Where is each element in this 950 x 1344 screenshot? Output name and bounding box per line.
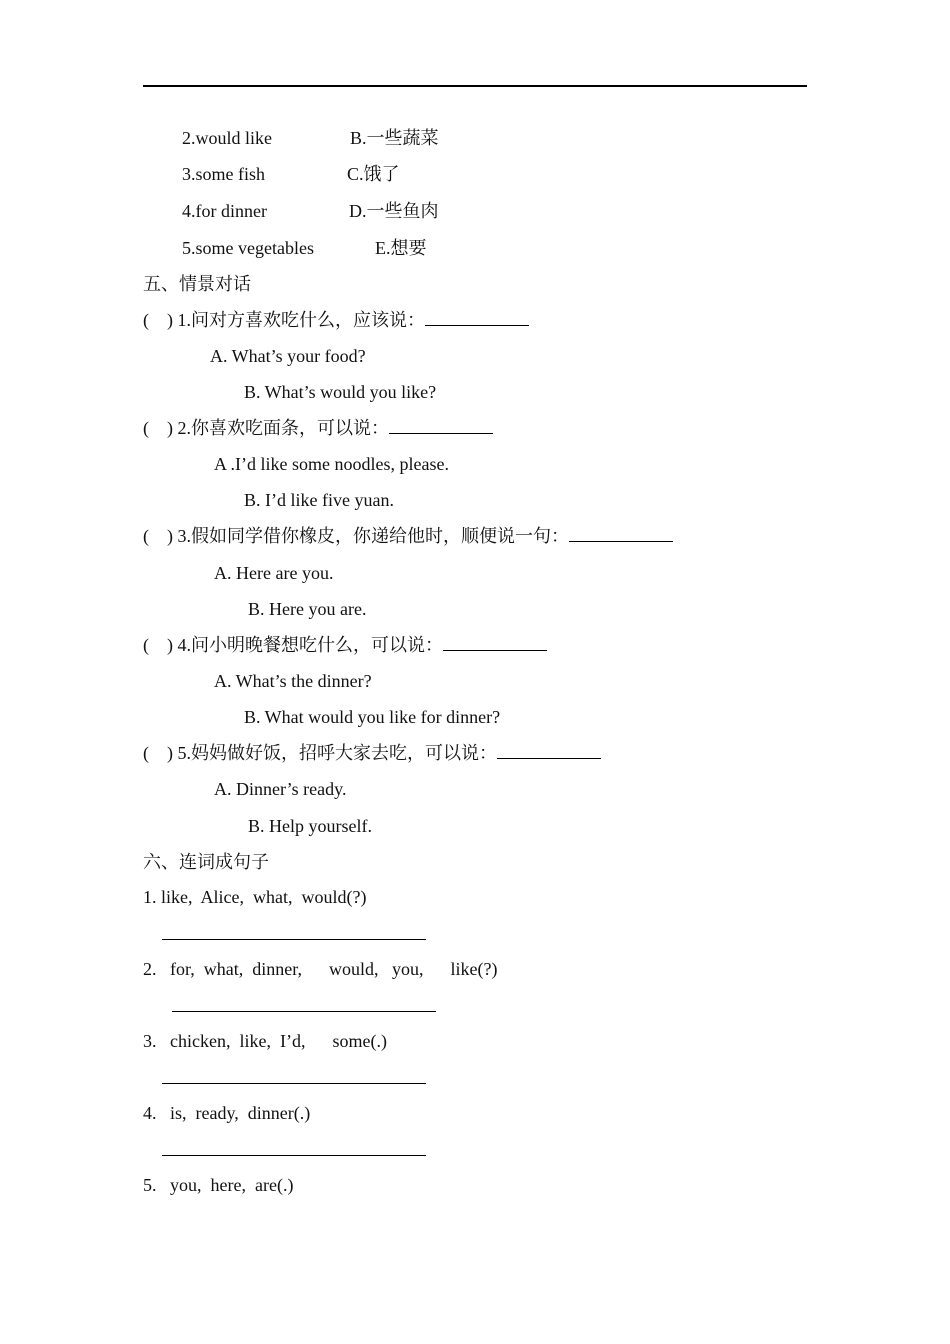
answer-line[interactable] [162,939,426,940]
question-text: 2.你喜欢吃面条，可以说： [177,418,389,438]
option-a: A .I’d like some noodles, please. [214,454,449,474]
question-text: 4.问小明晚餐想吃什么，可以说： [177,635,443,655]
match-left-2: 2.would like [182,128,272,148]
answer-line[interactable] [172,1011,436,1012]
question-1 [143,309,529,331]
section5-heading: 五、情景对话 [143,274,251,294]
question-5 [143,742,601,764]
question-text: 3.假如同学借你橡皮，你递给他时，顺便说一句： [177,526,569,546]
match-right-e: E.想要 [375,238,427,258]
option-a: A. What’s your food? [210,346,366,366]
option-b: B. Here you are. [248,599,367,619]
sentence-item-2: 2. for, what, dinner, would, you, like(?) [143,959,498,979]
answer-line[interactable] [162,1083,426,1084]
match-left-3: 3.some fish [182,164,265,184]
question-text: 1.问对方喜欢吃什么，应该说： [177,310,425,330]
question-text: 5.妈妈做好饭，招呼大家去吃，可以说： [177,743,497,763]
answer-blank[interactable] [497,742,601,759]
answer-paren[interactable]: ( ) [143,743,173,763]
answer-paren[interactable]: ( ) [143,418,173,438]
option-a: A. Dinner’s ready. [214,779,347,799]
sentence-item-4: 4. is, ready, dinner(.) [143,1103,311,1123]
answer-blank[interactable] [443,634,547,651]
sentence-item-1: 1. like, Alice, what, would(?) [143,887,367,907]
option-b: B. Help yourself. [248,816,372,836]
answer-blank[interactable] [389,417,493,434]
sentence-item-3: 3. chicken, like, I’d, some(.) [143,1031,387,1051]
match-right-c: C.饿了 [347,164,400,184]
match-right-b: B.一些蔬菜 [350,128,439,148]
answer-paren[interactable]: ( ) [143,310,173,330]
option-b: B. What would you like for dinner? [244,707,501,727]
answer-blank[interactable] [425,309,529,326]
question-3 [143,525,673,547]
option-a: A. What’s the dinner? [214,671,372,691]
answer-line[interactable] [162,1155,426,1156]
match-left-4: 4.for dinner [182,201,267,221]
option-b: B. I’d like five yuan. [244,490,394,510]
option-b: B. What’s would you like? [244,382,437,402]
match-right-d: D.一些鱼肉 [349,201,439,221]
question-2 [143,417,493,439]
option-a: A. Here are you. [214,563,334,583]
question-4 [143,634,547,656]
sentence-item-5: 5. you, here, are(.) [143,1175,294,1195]
answer-blank[interactable] [569,525,673,542]
match-left-5: 5.some vegetables [182,238,314,258]
answer-paren[interactable]: ( ) [143,635,173,655]
header-rule [143,85,807,87]
section6-heading: 六、连词成句子 [143,852,269,872]
answer-paren[interactable]: ( ) [143,526,173,546]
